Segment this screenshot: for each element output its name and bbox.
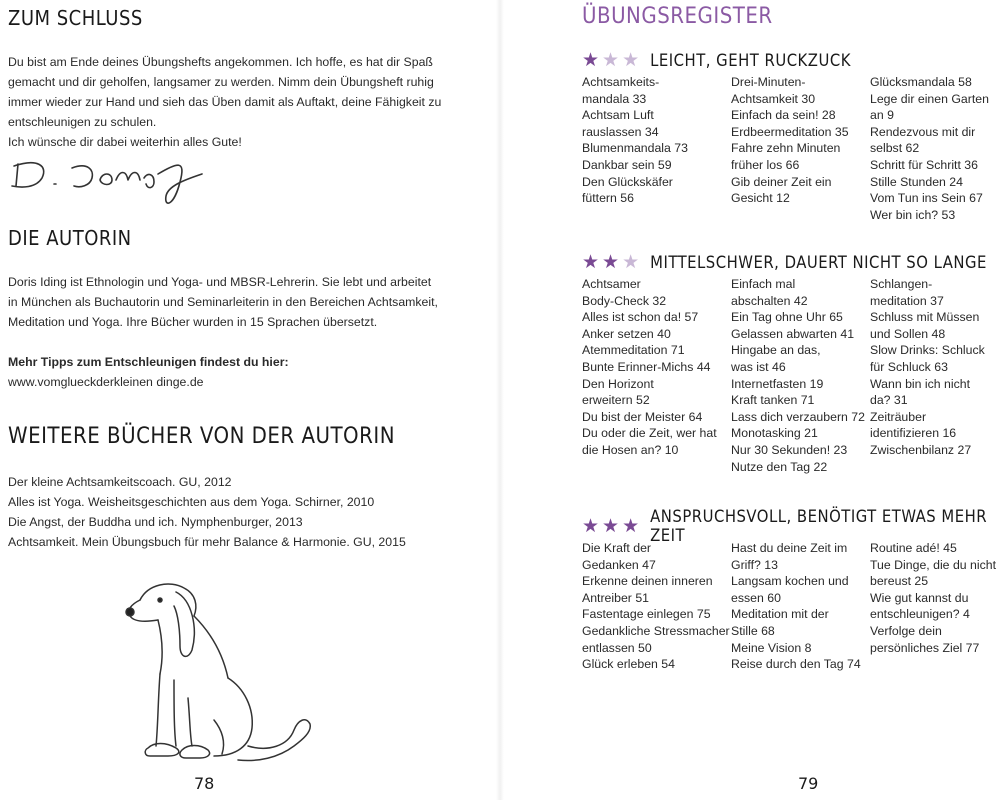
register-entry: Ein Tag ohne Uhr 65 bbox=[731, 310, 843, 325]
register-entry: Vom Tun ins Sein 67 bbox=[870, 191, 983, 206]
entry-column bbox=[582, 276, 731, 475]
register-entry: erweitern 52 bbox=[582, 393, 650, 408]
register-entry: früher los 66 bbox=[731, 157, 800, 172]
register-entry: Dankbar sein 59 bbox=[582, 157, 672, 172]
level-medium bbox=[582, 248, 1000, 475]
entry-column bbox=[731, 540, 870, 673]
text-line: in München als Buchautorin und Seminarleiterin in den Bereichen Achtsamkeit, bbox=[8, 295, 438, 309]
register-entry: Nur 30 Sekunden! 23 bbox=[731, 442, 848, 457]
register-entry: Schlangen- bbox=[870, 277, 933, 291]
register-entry: meditation 37 bbox=[870, 293, 944, 308]
level-title: MITTELSCHWER, DAUERT NICHT SO LANGE bbox=[650, 252, 987, 272]
register-entry: Drei-Minuten- bbox=[731, 75, 806, 89]
register-entry: Kraft tanken 71 bbox=[731, 393, 815, 408]
register-entry: Routine adé! 45 bbox=[870, 541, 957, 555]
level-easy bbox=[582, 46, 1000, 223]
register-entry: Verfolge dein bbox=[870, 623, 942, 638]
book-list bbox=[8, 472, 478, 552]
tipps-block bbox=[8, 352, 478, 392]
book-item: Der kleine Achtsamkeitscoach. GU, 2012 bbox=[8, 475, 232, 489]
register-entry: Achtsamer bbox=[582, 277, 641, 291]
register-entry: Gedanken 47 bbox=[582, 557, 656, 572]
star-filled-icon: ★ bbox=[622, 514, 640, 537]
register-entry: Gib deiner Zeit ein bbox=[731, 174, 832, 189]
register-entry: Blumenmandala 73 bbox=[582, 141, 688, 156]
register-entry: Gelassen abwarten 41 bbox=[731, 326, 855, 341]
register-entry: Achtsamkeit 30 bbox=[731, 91, 816, 106]
register-entry: für Schluck 63 bbox=[870, 359, 948, 374]
register-entry: Du oder die Zeit, wer hat bbox=[582, 426, 717, 441]
level-header bbox=[582, 507, 1000, 545]
register-entry: Glück erleben 54 bbox=[582, 657, 675, 672]
register-entry: Wer bin ich? 53 bbox=[870, 207, 956, 222]
register-entry: Erkenne deinen inneren bbox=[582, 574, 713, 589]
text-line: Du bist am Ende deines Übungshefts angekommen. Ich hoffe, es hat dir Spaß bbox=[8, 55, 433, 69]
book-item: Achtsamkeit. Mein Übungsbuch für mehr Balance & Harmonie. GU, 2015 bbox=[8, 535, 406, 549]
register-entry: mandala 33 bbox=[582, 91, 647, 106]
entry-column bbox=[870, 74, 1000, 223]
register-entry: Griff? 13 bbox=[731, 557, 778, 572]
register-entry: da? 31 bbox=[870, 393, 908, 408]
book-item: Die Angst, der Buddha und ich. Nymphenburger, 2013 bbox=[8, 515, 303, 529]
website-url[interactable]: www.vomglueckderkleinen dinge.de bbox=[8, 375, 204, 389]
register-entry: Anker setzen 40 bbox=[582, 326, 671, 341]
text-line: Doris Iding ist Ethnologin und Yoga- und MBSR-Lehrerin. Sie lebt und arbeitet bbox=[8, 275, 432, 289]
heading-zum-schluss: ZUM SCHLUSS bbox=[8, 6, 143, 30]
text-line: gemacht und dir geholfen, langsamer zu werden. Nimm dein Übungsheft ruhig bbox=[8, 75, 434, 89]
difficulty-stars bbox=[582, 250, 642, 273]
star-filled-icon: ★ bbox=[602, 514, 620, 537]
register-entry: Body-Check 32 bbox=[582, 293, 667, 308]
tipps-label: Mehr Tipps zum Entschleunigen findest du hier: bbox=[8, 355, 289, 369]
register-entry: Lege dir einen Garten bbox=[870, 91, 989, 106]
register-entry: und Sollen 48 bbox=[870, 326, 946, 341]
register-title: ÜBUNGSREGISTER bbox=[582, 4, 773, 29]
text-line: Ich wünsche dir dabei weiterhin alles Gute! bbox=[8, 135, 242, 149]
register-entry: Die Kraft der bbox=[582, 541, 652, 555]
register-entry: Gesicht 12 bbox=[731, 191, 790, 206]
register-entry: Tue Dinge, die du nicht bbox=[870, 557, 997, 572]
entry-columns bbox=[582, 74, 1000, 223]
register-entry: Gedankliche Stressmacher bbox=[582, 623, 730, 638]
level-title: ANSPRUCHSVOLL, BENÖTIGT ETWAS MEHR ZEIT bbox=[650, 507, 988, 545]
entry-column bbox=[731, 276, 870, 475]
level-header bbox=[582, 46, 1000, 74]
register-entry: Fahre zehn Minuten bbox=[731, 141, 841, 156]
heading-weitere-buecher: WEITERE BÜCHER VON DER AUTORIN bbox=[8, 424, 396, 449]
dog-illustration bbox=[118, 570, 318, 770]
register-entry: Nutze den Tag 22 bbox=[731, 459, 828, 474]
register-entry: Glücksmandala 58 bbox=[870, 75, 972, 89]
star-filled-icon: ★ bbox=[602, 250, 620, 273]
register-entry: Fastentage einlegen 75 bbox=[582, 607, 711, 622]
zum-schluss-text bbox=[8, 52, 478, 152]
register-entry: Alles ist schon da! 57 bbox=[582, 310, 699, 325]
entry-columns bbox=[582, 276, 1000, 475]
register-entry: Atemmeditation 71 bbox=[582, 343, 685, 358]
register-entry: identifizieren 16 bbox=[870, 426, 957, 441]
register-entry: füttern 56 bbox=[582, 191, 634, 206]
register-entry: Zwischenbilanz 27 bbox=[870, 442, 972, 457]
register-entry: rauslassen 34 bbox=[582, 124, 659, 139]
register-entry: Rendezvous mit dir bbox=[870, 124, 976, 139]
entry-column bbox=[582, 540, 731, 673]
register-entry: Wie gut kannst du bbox=[870, 590, 969, 605]
register-entry: entlassen 50 bbox=[582, 640, 652, 655]
text-line: entschleunigen zu schulen. bbox=[8, 115, 157, 129]
register-entry: Internetfasten 19 bbox=[731, 376, 824, 391]
level-hard bbox=[582, 507, 1000, 673]
register-entry: Einfach da sein! 28 bbox=[731, 108, 836, 123]
register-entry: an 9 bbox=[870, 108, 894, 123]
register-entry: Zeiträuber bbox=[870, 409, 927, 424]
register-entry: Achtsam Luft bbox=[582, 108, 654, 123]
star-empty-icon: ★ bbox=[622, 48, 640, 71]
register-entry: Den Glückskäfer bbox=[582, 174, 673, 189]
register-entry: entschleunigen? 4 bbox=[870, 607, 970, 622]
page-number-left: 78 bbox=[194, 774, 215, 793]
register-entry: Antreiber 51 bbox=[582, 590, 649, 605]
star-filled-icon: ★ bbox=[582, 48, 600, 71]
register-entry: Stille Stunden 24 bbox=[870, 174, 963, 189]
register-entry: Meditation mit der bbox=[731, 607, 829, 622]
difficulty-stars bbox=[582, 514, 642, 537]
text-line: Meditation und Yoga. Ihre Bücher wurden in 15 Sprachen übersetzt. bbox=[8, 315, 378, 329]
star-empty-icon: ★ bbox=[602, 48, 620, 71]
star-empty-icon: ★ bbox=[622, 250, 640, 273]
register-entry: selbst 62 bbox=[870, 141, 920, 156]
register-entry: Stille 68 bbox=[731, 623, 775, 638]
book-item: Alles ist Yoga. Weisheitsgeschichten aus dem Yoga. Schirner, 2010 bbox=[8, 495, 375, 509]
level-title: LEICHT, GEHT RUCKZUCK bbox=[650, 50, 851, 70]
register-entry: persönliches Ziel 77 bbox=[870, 640, 980, 655]
star-filled-icon: ★ bbox=[582, 514, 600, 537]
entry-column bbox=[582, 74, 731, 223]
register-entry: Meine Vision 8 bbox=[731, 640, 812, 655]
register-entry: Monotasking 21 bbox=[731, 426, 818, 441]
register-entry: Slow Drinks: Schluck bbox=[870, 343, 985, 358]
register-entry: Langsam kochen und bbox=[731, 574, 849, 589]
register-entry: die Hosen an? 10 bbox=[582, 442, 679, 457]
entry-columns bbox=[582, 540, 1000, 673]
register-entry: Wann bin ich nicht bbox=[870, 376, 971, 391]
text-line: immer wieder zur Hand und sieh das Üben damit als Auftakt, deine Fähigkeit zu bbox=[8, 95, 442, 109]
register-entry: Hast du deine Zeit im bbox=[731, 541, 848, 555]
register-entry: Bunte Erinner-Michs 44 bbox=[582, 359, 711, 374]
autorin-text bbox=[8, 272, 478, 332]
entry-column bbox=[870, 276, 1000, 475]
page-number-right: 79 bbox=[798, 774, 819, 793]
register-entry: Einfach mal bbox=[731, 277, 796, 291]
signature-image bbox=[8, 152, 208, 212]
register-entry: Den Horizont bbox=[582, 376, 654, 391]
register-entry: Schritt für Schritt 36 bbox=[870, 157, 978, 172]
register-entry: abschalten 42 bbox=[731, 293, 808, 308]
entry-column bbox=[731, 74, 870, 223]
right-page bbox=[500, 0, 1000, 800]
register-entry: bereust 25 bbox=[870, 574, 929, 589]
register-entry: Lass dich verzaubern 72 bbox=[731, 409, 865, 424]
register-entry: Hingabe an das, bbox=[731, 343, 821, 358]
register-entry: Achtsamkeits- bbox=[582, 75, 660, 89]
heading-die-autorin: DIE AUTORIN bbox=[8, 226, 132, 250]
register-entry: was ist 46 bbox=[731, 359, 786, 374]
entry-column bbox=[870, 540, 1000, 673]
register-entry: Du bist der Meister 64 bbox=[582, 409, 703, 424]
register-entry: Erdbeermeditation 35 bbox=[731, 124, 849, 139]
register-entry: Schluss mit Müssen bbox=[870, 310, 980, 325]
register-entry: essen 60 bbox=[731, 590, 781, 605]
difficulty-stars bbox=[582, 48, 642, 71]
register-entry: Reise durch den Tag 74 bbox=[731, 657, 861, 672]
level-header bbox=[582, 248, 1000, 276]
star-filled-icon: ★ bbox=[582, 250, 600, 273]
